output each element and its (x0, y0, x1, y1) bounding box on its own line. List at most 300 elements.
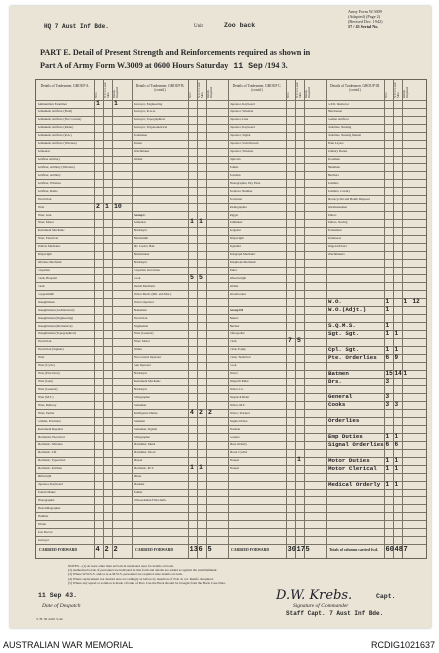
typed-entry-label: W.O. (328, 298, 342, 306)
commander-rank: Capt. (376, 593, 396, 600)
title-line-1: PART E. Detail of Present Strength and Reinforcements required as shown in (40, 48, 311, 57)
row-label: Intelligence Duties (133, 410, 158, 415)
row-label: Operator, Line (229, 117, 249, 122)
handwritten-value: 1 (297, 456, 301, 464)
row-label: Fitter, Electrical (37, 236, 59, 241)
row-label: Operator, Signal (229, 133, 251, 138)
value-col-rule (393, 80, 394, 558)
row-label: Armourer (133, 220, 147, 225)
carried-forward-value: 2 (104, 546, 109, 554)
row-label: Fitter (37, 204, 45, 209)
row-label: Painter (133, 490, 143, 494)
row-label: Saddlers (327, 180, 339, 185)
row-label: Chiropodist (229, 331, 245, 336)
row-label: Storemen (327, 157, 340, 161)
typed-entry-label: S.Q.M.S. (328, 322, 356, 329)
carried-forward-label: CARRIED FORWARD (231, 548, 270, 552)
typed-entry-value: 1 (394, 329, 399, 337)
typed-entry-value: 1 (394, 464, 399, 472)
value-col-header: N.C.O.'s and Men (197, 82, 204, 98)
title-date: 11 Sep (233, 62, 263, 71)
row-label: Operator, Keyboard (229, 101, 255, 106)
row-label: Mr. Cook's, Batt. (133, 244, 156, 249)
value-col-header: W.O. (384, 91, 388, 98)
handwritten-value: 1 (190, 218, 194, 226)
carried-forward-value: 5 (305, 546, 310, 554)
row-label: Warehousemen (327, 204, 348, 209)
typed-entry-value: 1 (385, 322, 390, 329)
typed-entry-value: 1 (394, 456, 399, 464)
row-label: Fitter, Gun (37, 212, 52, 217)
row-label: Coppersmith (37, 291, 54, 296)
row-label: Electrician (37, 339, 52, 344)
row-label: Postman (229, 172, 241, 177)
column-header: Details of Tradesmen. GROUP C. (contd.) (232, 84, 282, 92)
row-label: Artificer, Artillery (Wireless) (37, 164, 75, 169)
row-label: Draughtsman (37, 299, 55, 304)
typed-entry-label: Pte. Orderlies (328, 353, 377, 361)
row-label: Operator, Wireless (229, 149, 254, 154)
title-line-2-text: Part A of Army Form W.3009 at 0600 Hours Saturday (40, 61, 229, 70)
row-label: Dental Mechanic (133, 283, 156, 288)
row-label: Operator, Switchboard (229, 141, 259, 146)
signature-label: Signature of Commander (293, 603, 349, 609)
carried-forward-value: 30 (287, 546, 296, 554)
row-label: Instrument Repairer (37, 426, 64, 431)
row-label: Armament Artificer (Wireless) (37, 141, 77, 146)
typed-entry-value: 1 (385, 433, 390, 440)
row-label: Dispatch Rider (229, 379, 249, 383)
row-label: Carpenter (37, 268, 51, 272)
row-label: Armament Artificer (R.A.) (37, 133, 72, 138)
row-label: Fitter (Gun) (37, 379, 53, 383)
row-label: Fitter (General) (37, 386, 58, 391)
row-label: Printer (37, 521, 47, 526)
row-label: Clerk, Technical (229, 355, 251, 360)
row-label: Driver Mech. (Mil. and Mot.) (133, 291, 172, 296)
row-label: Volunteers (327, 236, 342, 241)
row-label: Signaller (229, 244, 242, 249)
typed-entry-value: 1 (385, 480, 390, 488)
row-label: Linesman, Signals (133, 426, 158, 431)
row-label: Handmen (327, 164, 340, 169)
row-label: Gun Operator (133, 363, 152, 368)
row-label: Artificer, Wireless (37, 180, 61, 185)
typed-entry-value: 1 (385, 329, 390, 337)
column-header: Details of Tradesmen. GROUP A. (40, 84, 90, 88)
row-label: Optician (229, 157, 241, 161)
value-col-rule (295, 80, 296, 558)
note-line: (3) Where W.W.S.S. and/or A.A.M.W.S. personnel are required state details on back. (68, 572, 183, 577)
form-page (10, 6, 431, 628)
row-label: Pioneer (229, 458, 240, 463)
row-label: Orderlies, Nursing Mental (327, 133, 362, 138)
handwritten-value: 1 (96, 99, 100, 107)
typed-entry-label: W.O.(Adjt.) (328, 306, 367, 314)
row-label: Telephone Mechanic (229, 260, 257, 265)
row-label: Wagon Drivers (327, 244, 347, 249)
typed-entry-value: 1 (385, 298, 390, 306)
row-label: G.P.O. Instructor (327, 101, 350, 106)
row-label: Mason (133, 458, 143, 463)
column-header: Details of Tradesmen. GROUP III. (contd.) (330, 84, 380, 92)
row-label: Artificer, Radio (37, 188, 58, 193)
value-col-header: N.C.O.'s and Men (103, 82, 110, 98)
typed-entry-value: 6 (394, 440, 399, 448)
typed-entry-label: Motor Clerical (328, 464, 377, 472)
value-col-header: W.O. (188, 91, 192, 98)
row-label: Blacksmith (133, 236, 149, 241)
typed-entry-label: Cooks (328, 401, 346, 409)
typed-entry-label: General (328, 393, 353, 401)
typed-entry-value: 15 (385, 369, 393, 377)
row-label: Photographer (37, 497, 55, 502)
row-label: Loaders (229, 434, 240, 439)
row-label: Photographer, Dry Plate (229, 180, 261, 185)
row-label: Vehicle Mechanic (37, 244, 61, 249)
handwritten-value: 10 (114, 202, 122, 210)
row-label: Mess Orderly (229, 442, 247, 447)
row-label: Cook (229, 363, 237, 368)
handwritten-value: 2 (96, 202, 100, 210)
commander-signature: D.W. Krebs. (276, 588, 353, 603)
carried-forward-value: 7 (403, 546, 408, 554)
handwritten-value: 7 (288, 337, 292, 345)
typed-entry-label: Cpl. Sgt. (328, 345, 360, 353)
row-label: Surveyor, Engineering (133, 101, 163, 106)
row-label: Moulder (133, 482, 145, 487)
handwritten-value: 1 (199, 218, 203, 226)
row-label: Draughtsman (Architectural) (37, 307, 75, 312)
row-label: Group C (133, 212, 146, 217)
typed-entry-label: Signal Orderlies (328, 440, 384, 448)
row-label: Driver (229, 371, 238, 376)
row-label: Butcher (229, 323, 240, 328)
carried-forward-value: 6 (198, 546, 203, 554)
carried-forward-value: 4 (95, 546, 100, 554)
row-label: Draughtsman (Topographical) (37, 331, 76, 336)
row-label: Fitter, Motor (37, 220, 54, 225)
row-label: Lithographer (133, 394, 151, 399)
value-col-rule (286, 80, 287, 558)
row-label: Turner (133, 141, 143, 146)
typed-entry-value: 6 (385, 353, 390, 361)
row-label: Operator, Wireless (229, 109, 254, 114)
typed-entry-label: Motor Duties (328, 456, 370, 464)
row-label: Armourer (37, 149, 51, 154)
handwritten-value: 5 (190, 273, 194, 281)
despatch-date: 11 Sep 43. (38, 592, 78, 599)
row-label: Linesman (133, 402, 147, 407)
typed-entry-value: 1 (394, 345, 399, 353)
row-label: Mechanic, Typewriter (37, 458, 66, 463)
row-label: Bricklayer (133, 371, 147, 376)
row-label: Watchmakers (327, 252, 345, 257)
row-label: Artificer Artillery (37, 157, 61, 161)
value-col-rule (112, 80, 113, 558)
row-label: Electrician (Signals) (37, 347, 64, 352)
typed-entry-value: 1 (385, 464, 390, 472)
typed-entry-label: Sgt. Sgt. (328, 329, 360, 337)
row-label: Fitter, Railway (37, 402, 57, 407)
column-header: Details of Tradesmen. GROUP B. (contd.) (135, 84, 185, 92)
typed-entry-label: Orderlies (328, 417, 360, 425)
row-label: Surveyor (37, 537, 50, 542)
typed-entry-value: 12 (412, 298, 420, 306)
row-label: Tailors, Sewing (327, 220, 348, 225)
value-col-header: W.O. (286, 91, 290, 98)
row-label: Bricklayer (133, 386, 147, 391)
carried-forward-label: Totals of columns carried fwd. (329, 548, 379, 552)
row-label: Engine Driver (229, 418, 248, 423)
handwritten-value: 4 (190, 408, 194, 416)
row-label: Driver Operator (133, 299, 154, 304)
carried-forward-value: 13 (189, 546, 198, 554)
row-label: Bakers (229, 315, 239, 320)
row-label: Saw Doctor (37, 529, 53, 534)
typed-entry-value: 9 (394, 353, 399, 361)
typed-entry-label: Emp Duties (328, 433, 363, 440)
row-label: Predictor Number (229, 188, 253, 193)
staff-designation: Staff Capt. 7 Aust Inf Bde. (286, 610, 384, 617)
row-label: Wheelwright (229, 275, 247, 280)
row-label: Instrument Mechanic (133, 379, 161, 383)
carried-forward-value: 48 (394, 546, 403, 554)
handwritten-value: 2 (208, 408, 212, 416)
row-label: Brakeman (133, 307, 147, 312)
row-label: Motorcyclist and Bomb Disposal (327, 196, 370, 201)
row-label: Operator, Keyboard (37, 482, 63, 487)
value-col-rule (197, 80, 198, 558)
typed-entry-value: 3 (385, 401, 390, 409)
row-label: Fitter (Electrical) (37, 371, 60, 376)
typed-entry-value: 3 (385, 393, 390, 401)
unit-label: Unit (194, 24, 203, 29)
row-label: Mechanist, Electrical (37, 434, 65, 439)
row-label: Probation (229, 196, 242, 201)
value-col-header: Reinfs. Required (402, 87, 409, 98)
row-label: Mechanic, Lift (37, 450, 57, 455)
row-label: Bricklayer (133, 228, 147, 233)
handwritten-value: 1 (114, 99, 118, 107)
row-label: Plumber (37, 513, 49, 518)
row-label: Mechanic, Wireless (37, 442, 63, 447)
row-label: Lithographer (133, 434, 151, 439)
value-col-rule (94, 80, 95, 558)
strength-table (35, 79, 427, 559)
form-reference (348, 9, 383, 29)
carried-forward-value: 17 (296, 546, 305, 554)
typed-entry-label: Medical Orderly (328, 480, 381, 488)
typed-entry-value: 1 (403, 369, 408, 377)
row-label: Woodworker (229, 291, 247, 296)
row-label: Boilermaker (133, 252, 150, 257)
row-label: Watchmaker (133, 149, 150, 154)
archive-name: AUSTRALIAN WAR MEMORIAL (3, 640, 134, 650)
row-label: Operator, Keyboard (229, 125, 255, 130)
row-label: Engineman (133, 323, 149, 328)
row-label: Shipwright (229, 236, 244, 241)
row-label: Fitter (37, 355, 45, 360)
typed-entry-label: Drs. (328, 377, 342, 385)
title-line-2 (40, 61, 288, 71)
row-label: Tradesmen (327, 228, 342, 233)
typed-entry-value: 1 (403, 298, 408, 306)
value-col-header: Reinfs. Required (206, 87, 213, 98)
value-col-rule (206, 80, 207, 558)
row-label: Driver, I.C. (229, 386, 245, 391)
area-field: Zoo back (224, 22, 256, 29)
row-label: Armament Artificer (Fire Control) (37, 117, 82, 122)
row-label: Telegraph Mechanic (229, 252, 256, 257)
typed-entry-value: 1 (385, 456, 390, 464)
row-label: Toolmaker (133, 133, 148, 138)
row-label: Electrician (133, 315, 148, 320)
row-label: Butchers (327, 172, 339, 177)
row-label: Mechanic, M.T. (133, 466, 154, 471)
row-label: Driver, M.T. (229, 402, 246, 407)
row-label: Hairdresser (327, 109, 343, 114)
row-label: Fitter (Cycle) (37, 363, 55, 368)
value-col-header: Reinfs. Required (112, 87, 119, 98)
row-label: Bricklayer (133, 260, 147, 265)
notes-block (68, 564, 226, 585)
row-label: Plant Layers (327, 141, 344, 146)
value-col-header: N.C.O.'s and Men (393, 82, 400, 98)
typed-entry-value: 1 (394, 480, 399, 488)
value-col-rule (304, 80, 305, 558)
row-label: Surveyor, R.A.A. (133, 109, 156, 114)
row-label: Fire Control Operator (133, 355, 162, 360)
row-label: Armament Artificer (Field) (37, 109, 73, 114)
row-label: Lineman (133, 418, 145, 423)
typed-entry-value: 6 (385, 440, 390, 448)
row-label: Fitter (General) (133, 331, 154, 336)
row-label: Fitter, Turner (37, 410, 55, 415)
form-ref-line: 57 / 43 Serial No. (348, 24, 379, 29)
row-label: Painter (229, 164, 239, 169)
typed-entry-value: 14 (394, 369, 402, 377)
row-label: Shipwright (37, 252, 52, 257)
row-label: Mechanic, Kitchen (37, 466, 62, 471)
row-label: Tailor (229, 268, 238, 272)
row-label: Artificer, Artillery (37, 172, 61, 177)
row-label: Cook (133, 275, 141, 280)
row-label: Photolithographer (37, 505, 61, 510)
handwritten-value: 1 (190, 464, 194, 472)
row-label: Electrician (37, 196, 52, 201)
row-label: Group III (229, 307, 243, 312)
handwritten-value: 5 (199, 273, 203, 281)
carried-forward-label: CARRIED FORWARD (135, 548, 174, 552)
row-label: Driver, Tracked (229, 410, 250, 415)
total-rule (36, 544, 426, 545)
row-label: Instrument Mechanic (37, 228, 65, 233)
row-label: Welder (133, 157, 143, 161)
row-label: Leather Artificer (327, 117, 349, 122)
handwritten-value: 1 (199, 464, 203, 472)
row-label: Pattern Maker (37, 490, 56, 494)
row-label: Machinist, Wood (133, 450, 156, 455)
row-label: Miner (133, 474, 142, 479)
row-label: Fitter, Motor (133, 339, 150, 344)
value-col-header: W.O. (94, 91, 98, 98)
archive-id: RCDIG1021637 (370, 640, 435, 650)
row-label: Surveyor, Topographical (133, 117, 165, 122)
value-col-rule (402, 80, 403, 558)
row-label: Ammunition Examiner (37, 101, 67, 106)
row-label: Motor Cyclist (229, 450, 248, 455)
row-label: Clerk (37, 283, 45, 288)
row-label: Sailmaker (229, 220, 243, 225)
row-label: Clerk, Hospital (37, 275, 57, 280)
note-line: (4) Where replacement not desired note accordingly as before by insertion of N.R. in col. Reinfs. Required. (68, 576, 214, 581)
value-col-rule (188, 80, 189, 558)
typed-entry-value: 1 (385, 345, 390, 353)
row-label: Fireman (229, 426, 241, 431)
handwritten-value: 5 (297, 337, 301, 345)
value-col-rule (103, 80, 104, 558)
row-label: Sanitary Duties (327, 149, 348, 154)
row-label: Wireless Mechanic (37, 260, 62, 265)
printer-mark: 3. H. 30 2410 3-44 (36, 617, 63, 621)
value-col-rule (384, 80, 385, 558)
row-label: Oilwoodsman Field Amb. (133, 497, 167, 502)
row-label: Despatch Rider (229, 394, 250, 399)
row-label: Rigger (229, 212, 239, 217)
form-ref-line: Army Form W.3009 (348, 9, 382, 14)
row-label: Pioneer (229, 466, 240, 471)
row-label: Grinder, Precision (37, 418, 61, 423)
carried-forward-value: 2 (113, 546, 118, 554)
row-label: Orderlies, Nursing (327, 125, 352, 130)
row-label: Carpenter and Joiner (133, 268, 161, 272)
title-year: /194 3. (264, 61, 288, 70)
row-label: Radiographer (229, 204, 247, 209)
despatch-date-label: Date of Despatch (42, 603, 81, 609)
value-col-header: Reinfs. Required (304, 87, 311, 98)
carried-forward-label: CARRIED FORWARD (39, 548, 78, 552)
form-ref-line: (Revised Dec. 1942) (348, 19, 383, 24)
row-label: Fitter (M.T.) (37, 394, 54, 399)
carried-forward-value: 60 (385, 546, 394, 554)
row-label: Tailors (327, 212, 337, 217)
row-label: Clerk, Equip (229, 347, 246, 352)
handwritten-value: 2 (199, 408, 203, 416)
form-ref-line: (Adapted) (Page 2) (348, 14, 381, 19)
note-line: (2) Authorised totals of personnel are indicated in this form and details are added as against the establishment. (68, 568, 218, 573)
typed-entry-value: 1 (394, 433, 399, 440)
typed-entry-value: 3 (394, 401, 399, 409)
typed-entry-label: Batmen (328, 369, 349, 377)
row-label: Sergeant (229, 228, 241, 233)
typed-entry-value: 3 (385, 377, 390, 385)
row-label: Welder (229, 283, 239, 288)
row-label: Draughtsman (Mechanical) (37, 323, 73, 328)
row-label: Saddlers, Cavalry (327, 188, 351, 193)
row-label: Machinist, Metal (133, 442, 156, 447)
unit-field: HQ 7 Aust Inf Bde. (44, 23, 109, 30)
row-label: Millwright (37, 474, 52, 479)
row-label: Clerk (229, 339, 237, 344)
row-label: Driller (133, 347, 142, 352)
value-col-header: N.C.O.'s and Men (295, 82, 302, 98)
note-line: NOTES—(1) At least other than arrivals in unrelated ones for details on back. (68, 564, 174, 568)
handwritten-value: 1 (105, 202, 109, 210)
row-label: Surveyor, Trigonometrical (133, 125, 168, 130)
typed-entry-value: 1 (385, 306, 390, 314)
row-label: Draughtsman (Engineering) (37, 315, 74, 320)
